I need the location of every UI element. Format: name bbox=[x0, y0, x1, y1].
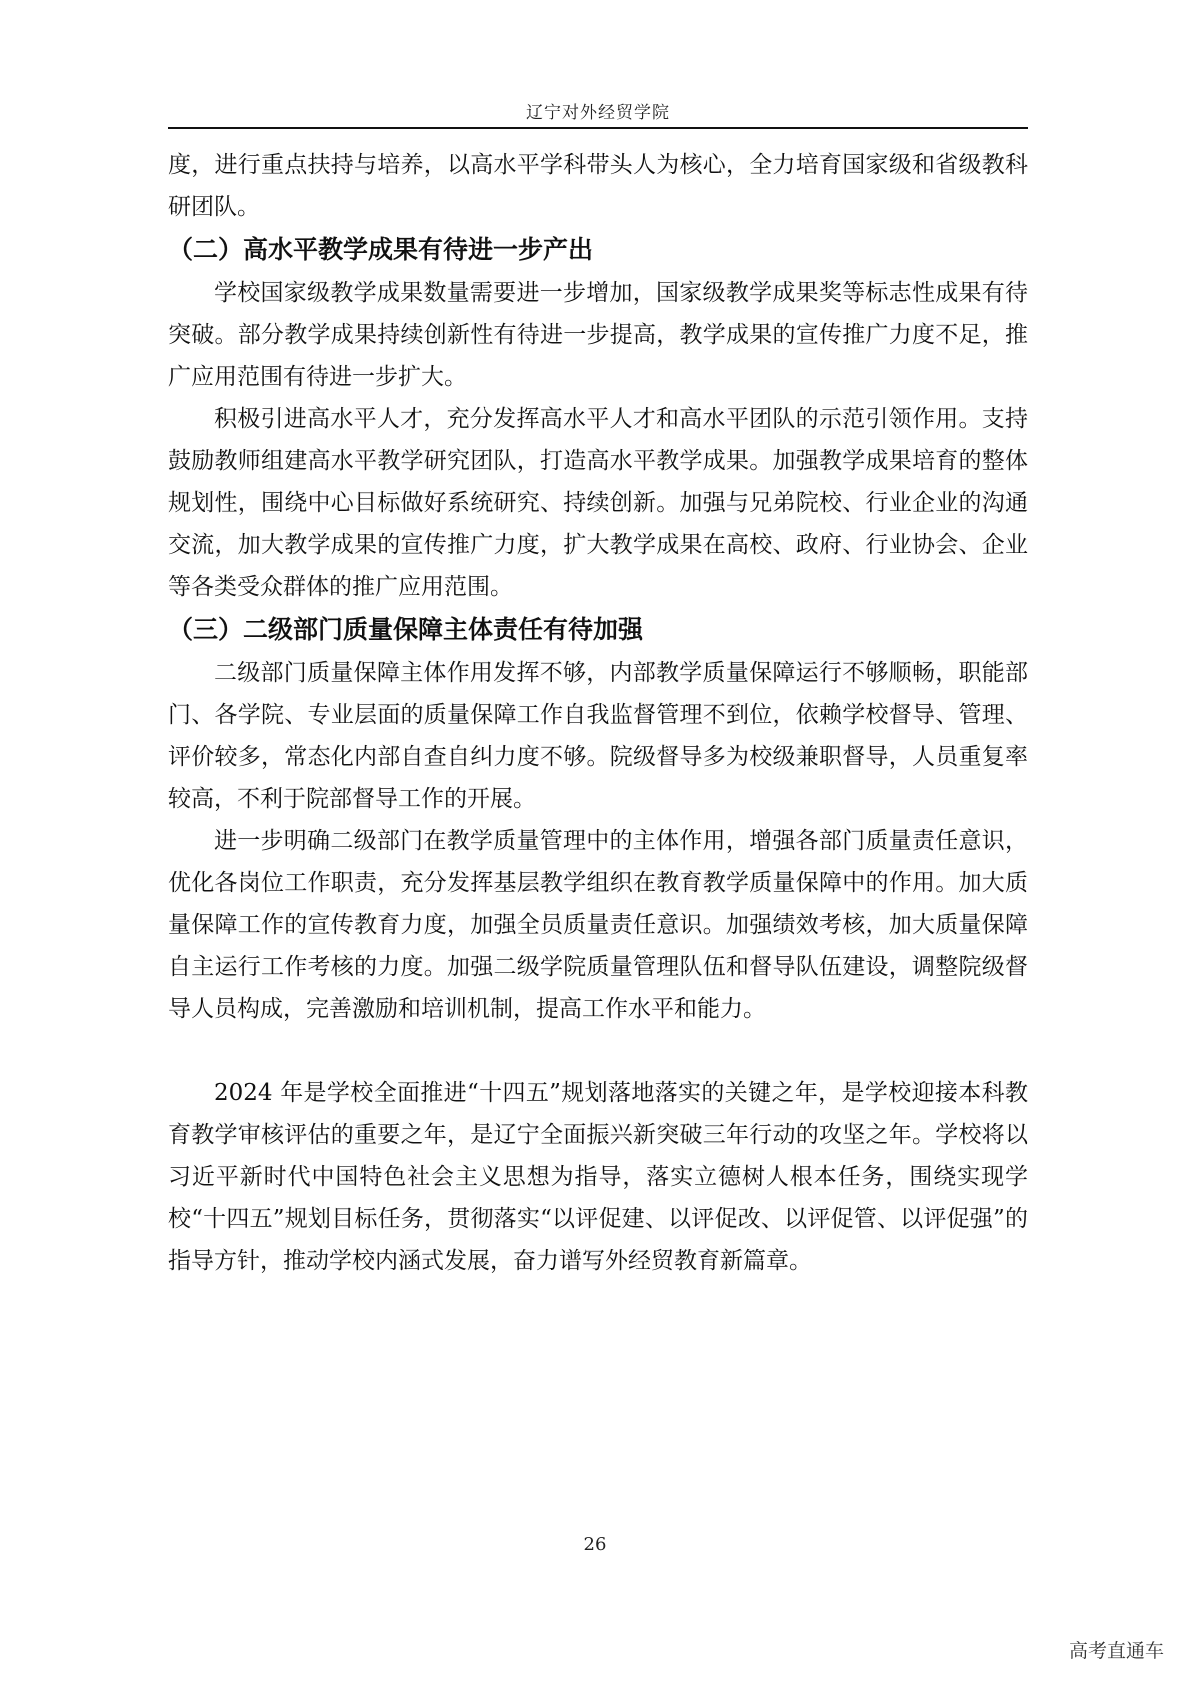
paragraph-teaching-results-measures: 积极引进高水平人才，充分发挥高水平人才和高水平团队的示范引领作用。支持鼓励教师组建高水平教学研究团队，打造高水平教学成果。加强教学成果培育的整体规划性，围绕中心目标做好系统研究、持续创新。加强与兄弟院校、行业企业的沟通交流，加大教学成果的宣传推广力度，扩大教学成果在高校、政府、行业协会、企业等各类受众群体的推广应用范围。 bbox=[168, 406, 1028, 600]
paragraph-teaching-results-problem: 学校国家级教学成果数量需要进一步增加，国家级教学成果奖等标志性成果有待突破。部分教学成果持续创新性有待进一步提高，教学成果的宣传推广力度不足，推广应用范围有待进一步扩大。 bbox=[168, 280, 1028, 390]
paragraph-conclusion: 2024 年是学校全面推进“十四五”规划落地落实的关键之年，是学校迎接本科教育教学审核评估的重要之年，是辽宁全面振兴新突破三年行动的攻坚之年。学校将以习近平新时代中国特色社会主义思想为指导，落实立德树人根本任务，围绕实现学校“十四五”规划目标任务，贯彻落实“以评促建、以评促改、以评促管、以评促强”的指导方针，推动学校内涵式发展，奋力谱写外经贸教育新篇章。 bbox=[168, 1080, 1028, 1274]
running-header: 辽宁对外经贸学院 bbox=[526, 103, 670, 123]
section-heading-3: （三）二级部门质量保障主体责任有待加强 bbox=[168, 615, 644, 644]
paragraph-spacer bbox=[168, 1030, 1028, 1072]
document-body bbox=[168, 144, 1028, 1282]
paragraph-quality-assurance-measures: 进一步明确二级部门在教学质量管理中的主体作用，增强各部门质量责任意识，优化各岗位工作职责，充分发挥基层教学组织在教育教学质量保障中的作用。加大质量保障工作的宣传教育力度，加强全员质量责任意识。加强绩效考核，加大质量保障自主运行工作考核的力度。加强二级学院质量管理队伍和督导队伍建设，调整院级督导人员构成，完善激励和培训机制，提高工作水平和能力。 bbox=[168, 828, 1028, 1022]
watermark: 高考直通车 bbox=[1068, 1640, 1164, 1662]
section-heading-2: （二）高水平教学成果有待进一步产出 bbox=[168, 235, 594, 264]
paragraph-continued: 度，进行重点扶持与培养，以高水平学科带头人为核心，全力培育国家级和省级教科研团队。 bbox=[168, 152, 1028, 220]
page-number: 26 bbox=[583, 1534, 607, 1555]
paragraph-quality-assurance-problem: 二级部门质量保障主体作用发挥不够，内部教学质量保障运行不够顺畅，职能部门、各学院、专业层面的质量保障工作自我监督管理不到位，依赖学校督导、管理、评价较多，常态化内部自查自纠力度不够。院级督导多为校级兼职督导，人员重复率较高，不利于院部督导工作的开展。 bbox=[168, 660, 1028, 812]
header-divider bbox=[168, 127, 1028, 129]
